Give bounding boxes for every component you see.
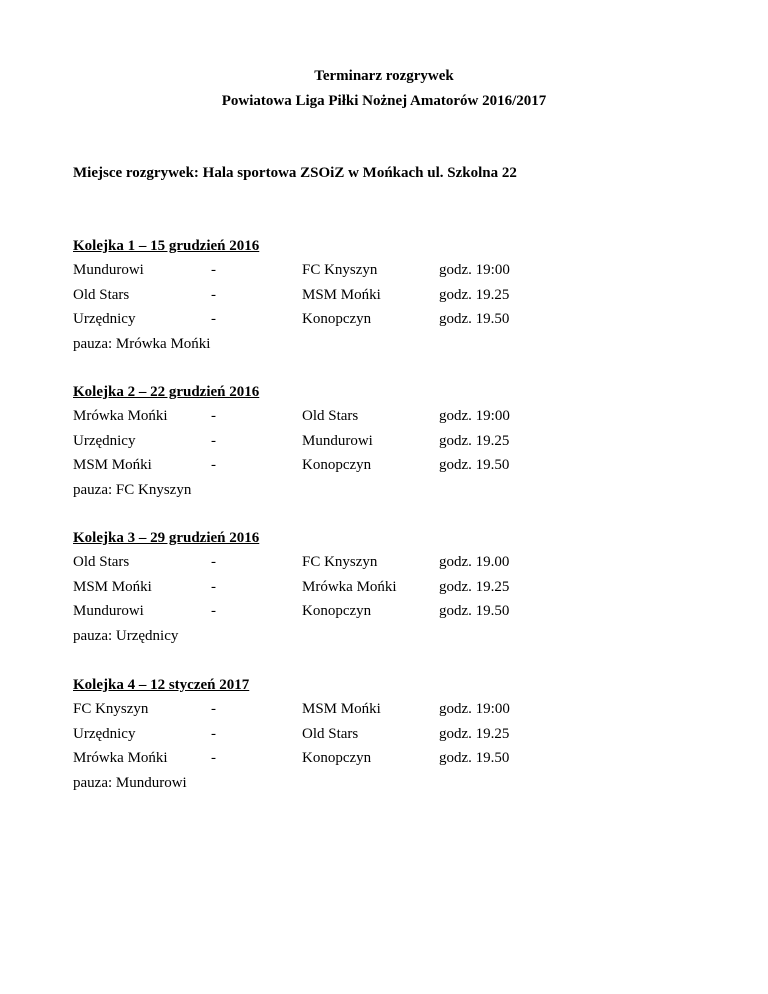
home-team: Urzędnicy: [73, 432, 136, 449]
round-header: Kolejka 3 – 29 grudzień 2016: [73, 530, 260, 546]
round-1: [73, 237, 673, 353]
match-row: [73, 553, 673, 578]
match-row: [73, 456, 673, 481]
match-row: [73, 286, 673, 311]
home-team: Mrówka Mońki: [73, 750, 168, 766]
league-title: Powiatowa Liga Piłki Nożnej Amatorów 2016/2017: [221, 93, 547, 109]
round-header: Kolejka 4 – 12 styczeń 2017: [73, 677, 250, 693]
home-team: Urzędnicy: [73, 725, 136, 742]
pause-note: pauza: Mundurowi: [73, 774, 187, 791]
match-row: [73, 602, 673, 627]
separator: -: [211, 578, 216, 595]
round-3: [73, 529, 673, 645]
separator: -: [211, 432, 216, 449]
home-team: Old Stars: [73, 554, 130, 570]
away-team: Konopczyn: [302, 311, 372, 327]
match-time: godz. 19.25: [439, 578, 510, 595]
round-header: Kolejka 2 – 22 grudzień 2016: [73, 384, 260, 400]
home-team: Mundurowi: [73, 603, 144, 619]
separator: -: [211, 725, 216, 742]
away-team: Mundurowi: [302, 432, 373, 449]
round-4: [73, 676, 673, 792]
match-time: godz. 19.50: [439, 457, 510, 473]
separator: -: [211, 750, 216, 766]
away-team: Mrówka Mońki: [302, 578, 397, 595]
match-time: godz. 19.50: [439, 750, 510, 766]
match-time: godz. 19.50: [439, 311, 510, 327]
pause-note: pauza: FC Knyszyn: [73, 481, 192, 498]
match-row: [73, 407, 673, 432]
home-team: MSM Mońki: [73, 578, 152, 595]
venue-line: Miejsce rozgrywek: Hala sportowa ZSOiZ w Mońkach ul. Szkolna 22: [73, 165, 517, 181]
away-team: FC Knyszyn: [302, 554, 378, 570]
match-row: [73, 725, 673, 750]
away-team: MSM Mońki: [302, 701, 381, 717]
pause-note: pauza: Urzędnicy: [73, 627, 179, 644]
document-title: Terminarz rozgrywek: [314, 68, 454, 84]
home-team: MSM Mońki: [73, 457, 152, 473]
separator: -: [211, 457, 216, 473]
round-header: Kolejka 1 – 15 grudzień 2016: [73, 238, 260, 254]
match-row: [73, 578, 673, 603]
separator: -: [211, 311, 216, 327]
away-team: Old Stars: [302, 408, 359, 424]
match-time: godz. 19:00: [439, 701, 510, 717]
away-team: FC Knyszyn: [302, 262, 378, 278]
match-row: [73, 700, 673, 725]
match-time: godz. 19.25: [439, 432, 510, 449]
home-team: Mrówka Mońki: [73, 408, 168, 424]
match-row: [73, 261, 673, 286]
match-row: [73, 749, 673, 774]
away-team: Konopczyn: [302, 603, 372, 619]
away-team: Konopczyn: [302, 750, 372, 766]
separator: -: [211, 701, 216, 717]
separator: -: [211, 408, 216, 424]
separator: -: [211, 603, 216, 619]
away-team: Konopczyn: [302, 457, 372, 473]
match-time: godz. 19.25: [439, 725, 510, 742]
match-time: godz. 19:00: [439, 262, 510, 278]
match-time: godz. 19.00: [439, 554, 510, 570]
separator: -: [211, 286, 216, 303]
home-team: Urzędnicy: [73, 311, 136, 327]
pause-note: pauza: Mrówka Mońki: [73, 335, 211, 352]
match-row: [73, 310, 673, 335]
match-time: godz. 19.50: [439, 603, 510, 619]
match-time: godz. 19.25: [439, 286, 510, 303]
home-team: Mundurowi: [73, 262, 144, 278]
away-team: MSM Mońki: [302, 286, 381, 303]
match-row: [73, 432, 673, 457]
round-2: [73, 383, 673, 499]
away-team: Old Stars: [302, 725, 359, 742]
separator: -: [211, 554, 216, 570]
home-team: FC Knyszyn: [73, 701, 149, 717]
match-time: godz. 19:00: [439, 408, 510, 424]
home-team: Old Stars: [73, 286, 130, 303]
separator: -: [211, 262, 216, 278]
